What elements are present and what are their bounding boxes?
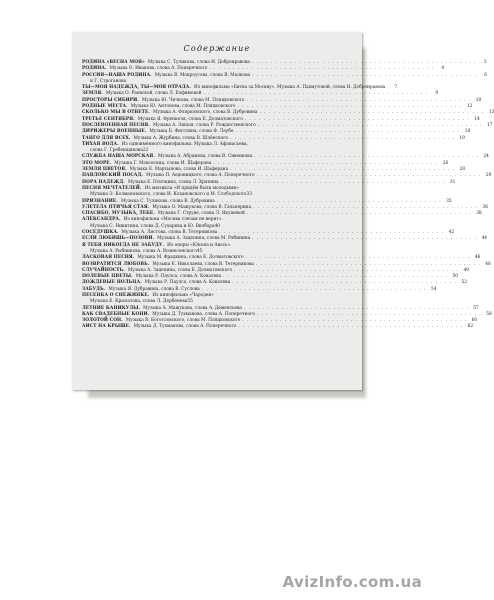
song-credits: слова Г. Гребенщикова	[90, 148, 143, 154]
song-title: СЛУЧАЙНОСТЬ.	[82, 267, 125, 273]
page-number: 42	[448, 230, 455, 236]
leader-dots	[238, 324, 463, 330]
song-credits: и Г. Строганова	[90, 78, 127, 84]
page-number: 13	[488, 110, 494, 116]
page-number: 49	[463, 267, 469, 273]
toc-entry	[82, 186, 354, 192]
page-number: 54	[430, 286, 437, 292]
song-credits: Музыка А. Рыбникова, слова А. Вознесенского	[90, 248, 197, 254]
song-credits: Музыка С. Никитина, слова Д. Сухарева и Ю. Визбора	[90, 223, 215, 229]
page-number: 57	[473, 305, 479, 311]
song-credits: Из кинофильма «Чародеи»	[152, 292, 214, 298]
song-credits: Музыка П. Аедоницкого, слова А. Поперечного	[146, 173, 255, 179]
song-credits: Музыка Р. Паулса, слова А. Ковалева	[135, 274, 222, 280]
page-number: 31	[449, 179, 456, 185]
song-credits: Музыка А. Мажукова, слова А. Дементьева	[143, 305, 242, 311]
page-number: 26	[442, 160, 449, 166]
page-number: 19	[459, 135, 465, 141]
song-title: ЕСЛИ ЛЮБИШЬ—ПОЗОВИ.	[82, 236, 155, 242]
song-title: РОДНЫЕ МЕСТА.	[82, 104, 128, 110]
song-credits: Музыка Д. Тухманова, слова А. Поперечного	[152, 311, 255, 317]
song-credits: Музыка О. Раевской, слова Л. Елфимовой	[105, 91, 202, 97]
song-title: ПОЛЕВЫЕ ЦВЕТЫ.	[82, 274, 133, 280]
song-title: ТИХАЯ ВОДА.	[82, 141, 119, 147]
page-number: 7	[394, 85, 398, 91]
page-number: 28	[459, 167, 465, 173]
song-credits: Музыка Б. Фиготина, слова Ф. Лаубе	[149, 129, 234, 135]
song-title: ВОЗВРАТИТСЯ ЛЮБОВЬ.	[82, 261, 150, 267]
page-number: 58	[486, 311, 492, 317]
page-number: 24	[483, 154, 489, 160]
page-number: 44	[481, 236, 488, 242]
song-title: ЛЕТНИЕ КАНИКУЛЫ.	[82, 305, 141, 311]
song-title: СКОЛЬКО МЫ В ОТВЕТЕ.	[82, 110, 150, 116]
song-credits: Музыка С. Туликова, слова И. Добронравова	[147, 60, 250, 65]
song-credits: Музыка О. Мажукова, слова В. Гальперина	[152, 204, 252, 210]
toc-entry	[82, 72, 487, 79]
toc-entry	[82, 324, 474, 330]
song-credits: Музыка А. Зацепина, слова М. Рябинина	[157, 236, 251, 242]
page-number: 9	[435, 91, 439, 97]
song-credits: Музыка Г. Мовсесяна, слова И. Шаферана	[114, 160, 212, 166]
song-credits: Музыка Р. Паулса, слова А. Ковалева	[144, 280, 231, 286]
page-number: 33	[246, 192, 252, 198]
song-title: ЗАБУДЬ.	[82, 286, 106, 292]
song-title: Я ТЕБЯ НИКОГДА НЕ ЗАБУДУ.	[82, 242, 165, 248]
page-number: 6	[484, 72, 487, 78]
song-credits: Музыка А. Зацепина, слова Е. Долматовского	[127, 267, 233, 273]
song-title: ЗОЛОТОЙ СОН.	[82, 318, 123, 324]
song-title: КАК СВАДЕБНЫЕ КОНИ.	[82, 311, 150, 317]
song-credits: Из оперы «Юнона и Авось».	[167, 242, 232, 248]
song-title: ПОСЛЕВОЕННАЯ ПЕСНЯ.	[82, 122, 150, 128]
song-title: ПРОСТОРЫ СИБИРИ.	[82, 97, 139, 103]
page-title: Содержание	[183, 44, 251, 53]
song-credits: Музыка А. Флярковского, слова В. Дубровина	[152, 110, 258, 116]
page-number: 48	[485, 261, 491, 267]
page-number: 3	[483, 60, 487, 65]
song-credits: Музыка В. Мокроусова, слова В. Малкова	[154, 72, 251, 78]
song-credits: Музыка А. Журбина, слова В. Шлёнского	[133, 135, 229, 141]
song-title: ТАНГО ДЛЯ ВСЕХ.	[82, 135, 131, 141]
song-title: ДИРИЖЕРЫ ВОЕННЫЕ.	[82, 129, 147, 135]
song-credits: Музыка А. Листова, слова В. Тетерникова	[121, 230, 218, 236]
page-number: 36	[482, 204, 488, 210]
song-credits: Музыка С. Туликова, слова В. Дубровина	[120, 198, 215, 204]
song-credits: Из кинофильма «Битва за Москву». Музыка А. Пахмутовой, слова Н. Добронравова	[193, 85, 386, 91]
song-credits: Музыка В. Богословского, слова М. Пляцковского	[125, 318, 241, 324]
page-number: 46	[474, 255, 481, 261]
table-of-contents	[82, 60, 494, 331]
page-number: 40	[214, 223, 221, 229]
song-credits: Музыка Е. Крылатова, слова Л. Дербенева	[90, 299, 188, 305]
page-number: 45	[196, 248, 203, 254]
song-title: ТЫ—МОЯ НАДЕЖДА, ТЫ—МОЯ ОТРАДА.	[82, 85, 191, 91]
song-credits: Музыка Я. Дубравина, слова В. Суслова	[108, 286, 200, 292]
song-credits: Музыка А. Абрамова, слова В. Сивенкова	[157, 154, 253, 160]
watermark-logo: AvizInfo.com.ua	[282, 573, 422, 591]
song-title: ЛАСКОВАЯ ПЕСНЯ.	[82, 255, 135, 261]
song-credits: Музыка Е. Птичкина, слова Л. Хряпина	[127, 179, 219, 185]
page-number: 35	[446, 198, 452, 204]
song-title: ТРЕТЬЕ СЕНТЯБРЯ.	[82, 116, 135, 122]
book-page	[72, 32, 494, 390]
toc-entry	[82, 293, 354, 299]
leader-dots	[252, 73, 477, 79]
toc-entry	[82, 243, 354, 249]
page-number: 38	[476, 211, 482, 217]
song-title: РОДИНА.	[82, 66, 107, 72]
song-title: УЛЕТЕЛА ПТИЧЬЯ СТАЯ.	[82, 204, 150, 210]
song-credits: Музыка Е. Мартынова, слова И. Шаферана	[129, 167, 229, 173]
page-number: 10	[475, 97, 482, 103]
page-number: 62	[467, 324, 474, 330]
song-credits: Музыка Ю. Чичкова, слова М. Пляцковского	[141, 97, 245, 103]
song-title: СОСЕДУШКА.	[82, 230, 119, 236]
song-credits: Из кинофильма «Москва слезам не верит».	[123, 217, 223, 223]
song-title: ПРИЗНАНИЕ.	[82, 198, 118, 204]
page-number: 14	[474, 116, 480, 122]
song-title: ПОРА НАДЕЖД.	[82, 179, 125, 185]
song-title: СЛУЖБА НАША МОРСКАЯ.	[82, 154, 155, 160]
page-number: 4	[441, 66, 445, 72]
page-number: 12	[466, 104, 473, 110]
song-title: ПЕСНЯ МЕЧТАТЕЛЕЙ.	[82, 185, 142, 191]
song-credits: Музыка О. Иванова, слова А. Поперечного	[109, 66, 208, 72]
song-title: ПЕСЕНКА О СНЕЖИНКЕ.	[82, 292, 150, 298]
song-credits: Из одноимённого кинофильма. Музыка Л. Афанасьева,	[121, 141, 248, 147]
page-number: 55	[187, 299, 193, 305]
song-title: ПАВЛОВСКИЙ ПОСАД.	[82, 173, 144, 179]
song-credits: Музыка Е. Николаева, слова В. Тетерникова	[152, 261, 254, 267]
song-title: РОДИНА «ВЕСНА МОЯ»	[82, 60, 145, 65]
page-number: 60	[471, 318, 478, 324]
song-credits: Музыка Ю. Антонова, слова М. Пляцковского	[130, 104, 236, 110]
page-number: 50	[452, 274, 458, 280]
song-title: СПАСИБО, МУЗЫКА, ТЕБЕ.	[82, 211, 155, 217]
song-title: ДОЖДЕВЫЕ НОЛЬЦА.	[82, 280, 142, 286]
song-credits: Музыка Д. Тухманова, слова А. Поперечного	[133, 324, 237, 330]
song-credits: Музыка М. Фрадкина, слова Е. Долматовского	[137, 255, 244, 261]
page-number: 18	[464, 129, 471, 135]
page-number: 22	[142, 148, 149, 154]
song-title: ЭТО МОРЕ.	[82, 160, 112, 166]
toc-entry	[82, 217, 354, 223]
song-title: АЛЕКСАНДРА.	[82, 217, 121, 223]
song-credits: Из мюзикла «И придём были молодыми»	[144, 185, 239, 191]
song-credits: Музыка Я. Френкеля, слова Е. Долматовского	[137, 116, 243, 122]
song-title: ЗЕМЛЯ ЦВЕТОВ.	[82, 167, 127, 173]
toc-entry	[82, 142, 354, 148]
song-credits: Музыка А. Эшпая, слова Р. Рождественского	[152, 122, 256, 128]
song-title: РОССИЯ—НАША РОДИНА.	[82, 72, 152, 78]
song-credits: Музыка Г. Струве, слова Л. Якушевой	[157, 211, 245, 217]
song-credits: Музыка Э. Колмановского, слова И. Кохановского и М. Слободского	[90, 192, 247, 198]
page-number: 17	[487, 122, 493, 128]
page-number: 29	[485, 173, 492, 179]
page-number: 52	[461, 280, 467, 286]
song-title: АИСТ НА КРЫШЕ.	[82, 324, 131, 330]
song-title: ЗЕМЛЯ.	[82, 91, 103, 97]
